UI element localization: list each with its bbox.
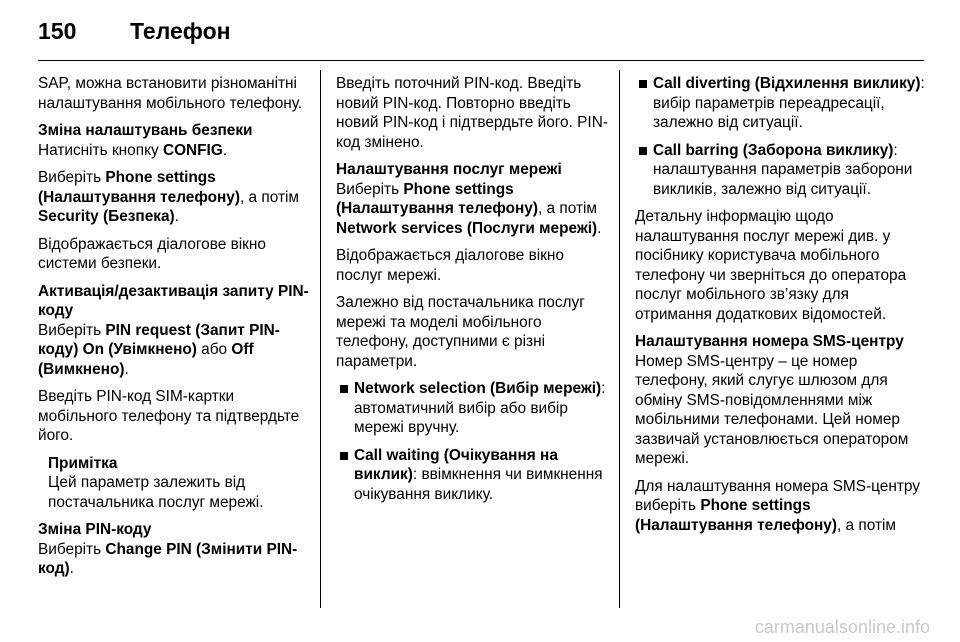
text: Натисніть кнопку bbox=[38, 141, 163, 159]
heading-security-settings: Зміна налаштувань безпеки bbox=[38, 122, 253, 139]
pin-request-label: PIN request (Запит PIN-коду) bbox=[38, 321, 280, 358]
depends-paragraph: Залежно від постачальника послуг мережі та моделі мобільного телефону, доступними є різні параметри. bbox=[336, 294, 585, 370]
column-right bbox=[635, 74, 925, 543]
phone-settings-label: Phone settings (Налаштування телефону) bbox=[336, 180, 538, 217]
phone-settings-label: Phone settings (Налаштування телефону) bbox=[635, 497, 837, 534]
bullet-call-waiting bbox=[336, 446, 608, 505]
bullet-text: : налаштування параметрів заборони викликів, залежно від ситуації. bbox=[653, 141, 913, 198]
watermark: carmanualsonline.info bbox=[754, 617, 930, 637]
heading-change-pin: Зміна PIN-коду bbox=[38, 521, 152, 538]
bullet-title: Call diverting (Відхилення виклику) bbox=[653, 75, 921, 92]
text: . bbox=[222, 141, 228, 159]
config-button-label: CONFIG bbox=[162, 141, 223, 159]
sms-select-paragraph bbox=[635, 477, 925, 536]
heading-network-services: Налаштування послуг мережі bbox=[336, 161, 562, 178]
bullet-call-barring bbox=[635, 141, 925, 200]
heading-sms-center: Налаштування номера SMS-центру bbox=[635, 333, 904, 350]
sms-center-paragraph: Номер SMS-центру – це номер телефону, який слугує шлюзом для обміну SMS-повідомленнями між мобільними телефонами. Цей номер зазвичай установлюється оператором мережі. bbox=[635, 352, 909, 467]
text: Виберіть bbox=[38, 321, 106, 339]
select-network-paragraph bbox=[336, 180, 608, 239]
note-box bbox=[48, 454, 310, 513]
column-divider-1 bbox=[320, 70, 321, 608]
security-dialog-paragraph: Відображається діалогове вікно системи безпеки. bbox=[38, 235, 266, 272]
bullet-title: Call barring (Заборона виклику) bbox=[653, 141, 894, 159]
security-label: Security (Безпека) bbox=[38, 208, 175, 225]
text: , а потім bbox=[538, 200, 597, 217]
bullet-text: : вибір параметрів переадресації, залежно від ситуації. bbox=[653, 75, 925, 131]
bullet-text: : автоматичний вибір або вибір мережі вручну. bbox=[354, 380, 606, 436]
text: Для налаштування номера SMS-центру виберіть bbox=[635, 477, 920, 514]
bullet-call-diverting bbox=[635, 74, 925, 133]
off-label: Off (Вимкнено) bbox=[38, 341, 254, 378]
text: . bbox=[597, 219, 602, 237]
heading-pin-request: Активація/дезактивація запиту PIN-коду bbox=[38, 282, 309, 319]
bullet-square-icon bbox=[340, 452, 348, 460]
bullet-square-icon bbox=[639, 147, 647, 155]
text: Виберіть bbox=[38, 540, 106, 558]
on-label: On (Увімкнено) bbox=[82, 341, 197, 358]
network-dialog-paragraph: Відображається діалогове вікно послуг мережі. bbox=[336, 247, 564, 284]
page-title: Телефон bbox=[130, 18, 231, 44]
page-header bbox=[38, 14, 924, 50]
enter-sim-pin-paragraph: Введіть PIN-код SIM-картки мобільного телефону та підтвердьте його. bbox=[38, 388, 300, 444]
bullet-network-selection bbox=[336, 379, 608, 438]
network-services-label: Network services (Послуги мережі) bbox=[336, 219, 598, 237]
note-text: Цей параметр залежить від постачальника послуг мережі. bbox=[48, 474, 264, 511]
change-pin-label: Change PIN (Змінити PIN-код) bbox=[38, 540, 298, 577]
bullet-text: : ввімкнення чи вимкнення очікування виклику. bbox=[354, 466, 603, 503]
change-pin-paragraph bbox=[38, 540, 310, 579]
select-security-paragraph bbox=[38, 168, 310, 227]
text: або bbox=[196, 341, 232, 358]
bullet-square-icon bbox=[340, 385, 348, 393]
note-title: Примітка bbox=[48, 454, 118, 472]
header-divider bbox=[38, 60, 924, 61]
text: Виберіть bbox=[38, 169, 106, 186]
press-config-paragraph bbox=[38, 141, 310, 161]
detail-info-paragraph: Детальну інформацію щодо налаштування послуг мережі див. у посібнику користувача мобільного телефону чи зверніться до оператора послуг мобільного зв’язку для отримання додаткових відомостей. bbox=[635, 208, 907, 323]
text: , а потім bbox=[837, 516, 896, 534]
column-divider-2 bbox=[619, 70, 620, 608]
column-middle bbox=[336, 74, 608, 512]
page-number: 150 bbox=[38, 18, 77, 44]
bullet-title: Call waiting (Очікування на виклик) bbox=[354, 446, 558, 483]
column-left bbox=[38, 74, 310, 587]
text: . bbox=[124, 360, 129, 378]
text: . bbox=[174, 208, 179, 225]
text: . bbox=[69, 560, 74, 577]
bullet-title: Network selection (Вибір мережі) bbox=[354, 380, 602, 397]
enter-current-pin-paragraph: Введіть поточний PIN-код. Введіть новий PIN-код. Повторно введіть новий PIN-код і підтвердьте його. PIN-код змінено. bbox=[336, 75, 608, 151]
text: Виберіть bbox=[336, 180, 404, 198]
text: , а потім bbox=[240, 188, 299, 206]
intro-paragraph: SAP, можна встановити різноманітні налаштування мобільного телефону. bbox=[38, 75, 303, 112]
phone-settings-label: Phone settings (Налаштування телефону) bbox=[38, 169, 240, 206]
bullet-square-icon bbox=[639, 80, 647, 88]
pin-request-paragraph bbox=[38, 321, 310, 380]
